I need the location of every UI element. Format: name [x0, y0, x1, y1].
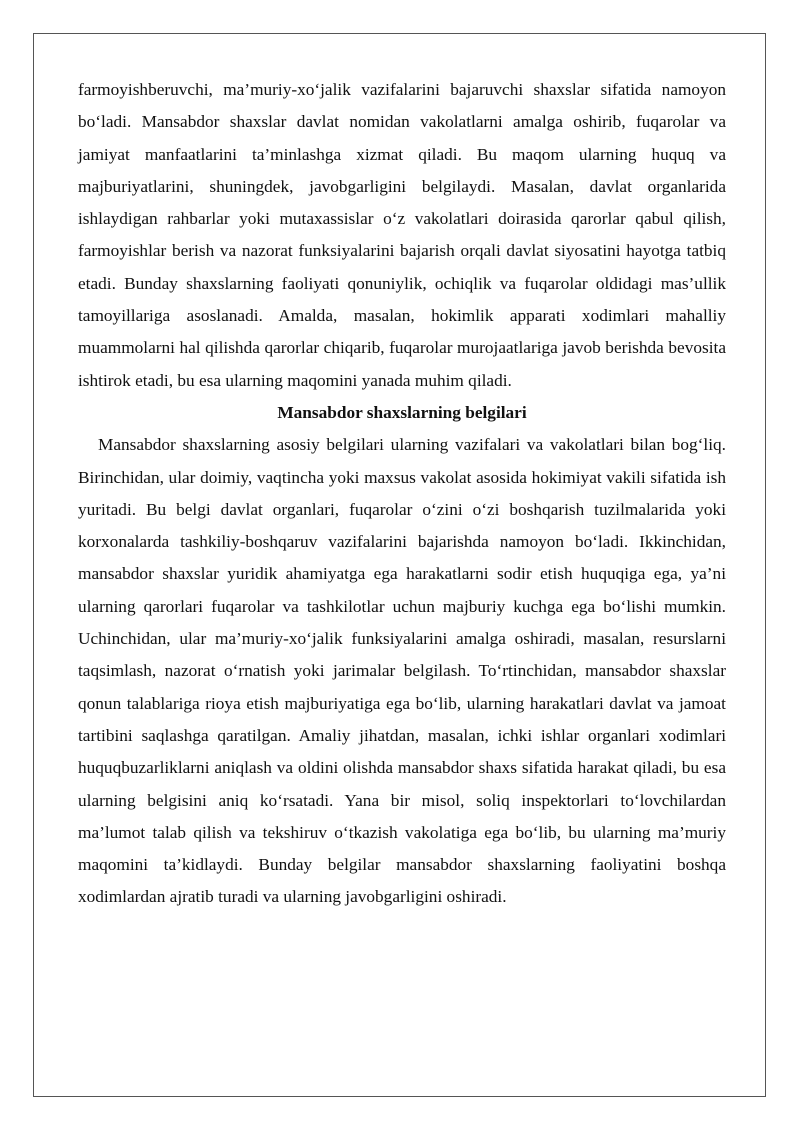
section-heading: Mansabdor shaxslarning belgilari — [277, 402, 527, 422]
body-paragraph-2: Mansabdor shaxslarning asosiy belgilari ularning vazifalari va vakolatlari bilan bog‘liq. Birinchidan, ular doimiy, vaqtincha yoki maxsus vakolat asosida hokimiyat vakili sifatida ish yuritadi. Bu belgi davlat organlari, fuqarolar o‘zini o‘zi boshqarish tuzilmalarida yoki korxonalarda tashkiliy-boshqaruv vazifalarini bajarishda namoyon bo‘ladi. Ikkinchidan, mansabdor shaxslar yuridik ahamiyatga ega harakatlarni sodir etish huquqiga ega, ya’ni ularning qarorlari fuqarolar va tashkilotlar uchun majburiy kuchga ega bo‘lishi mumkin. Uchinchidan, ular ma’muriy-xo‘jalik funksiyalarini amalga oshiradi, masalan, resurslarni taqsimlash, nazorat o‘rnatish yoki jarimalar belgilash. To‘rtinchidan, mansabdor shaxslar qonun talablariga rioya etish majburiyatiga ega bo‘lib, ularning harakatlari davlat va jamoat tartibini saqlashga qaratilgan. Amaliy jihatdan, masalan, ichki ishlar organlari xodimlari huquqbuzarliklarni aniqlash va oldini olishda mansabdor shaxs sifatida harakat qiladi, bu esa ularning belgisini aniq ko‘rsatadi. Yana bir misol, soliq inspektorlari to‘lovchilardan ma’lumot talab qilish va tekshiruv o‘tkazish vakolatiga ega bo‘lib, bu ularning ma’muriy maqomini ta’kidlaydi. Bunday belgilar mansabdor shaxslarning faoliyatini boshqa xodimlardan ajratib turadi va ularning javobgarligini oshiradi. — [78, 435, 726, 907]
body-paragraph-1: farmoyishberuvchi, ma’muriy-xo‘jalik vazifalarini bajaruvchi shaxslar sifatida namoyon bo‘ladi. Mansabdor shaxslar davlat nomidan vakolatlarni amalga oshirib, fuqarolar va jamiyat manfaatlarini ta’minlashga xizmat qiladi. Bu maqom ularning huquq va majburiyatlarini, shuningdek, javobgarligini belgilaydi. Masalan, davlat organlarida ishlaydigan rahbarlar yoki mutaxassislar o‘z vakolatlari doirasida qarorlar qabul qilish, farmoyishlar berish va nazorat funksiyalarini bajarish orqali davlat siyosatini hayotga tatbiq etadi. Bunday shaxslarning faoliyati qonuniylik, ochiqlik va fuqarolar oldidagi mas’ullik tamoyillariga asoslanadi. Amalda, masalan, hokimlik apparati xodimlari mahalliy muammolarni hal qilishda qarorlar chiqarib, fuqarolar murojaatlariga javob berishda bevosita ishtirok etadi, bu esa ularning maqomini yanada muhim qiladi. — [78, 80, 726, 390]
document-page — [33, 33, 766, 1097]
document-body — [78, 74, 726, 914]
